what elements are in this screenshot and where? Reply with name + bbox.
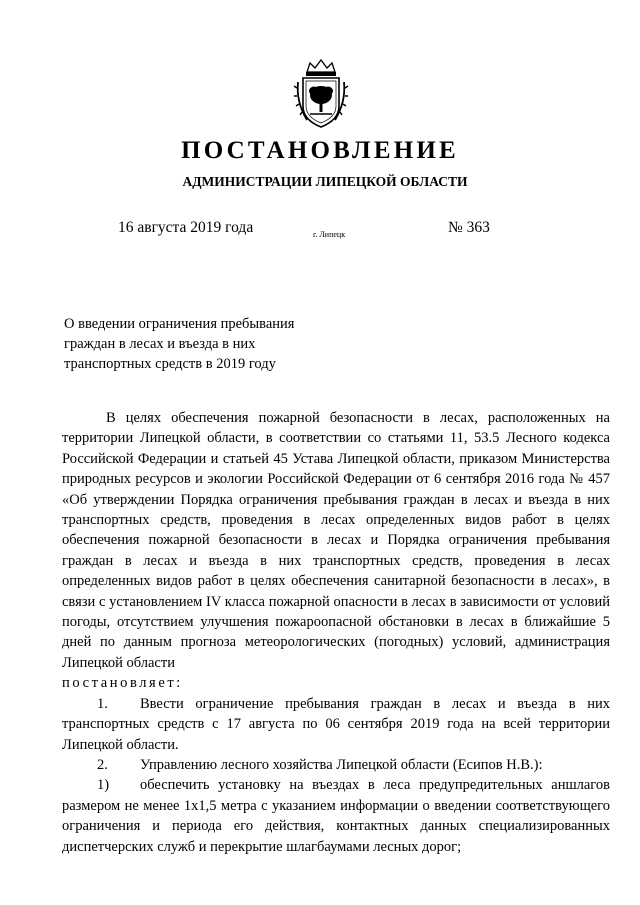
document-number: № 363 bbox=[448, 219, 490, 236]
list-item bbox=[62, 755, 610, 775]
item-number: 1) bbox=[97, 777, 110, 794]
item-number: 1. bbox=[97, 695, 108, 712]
item-text: обеспечить установку на въездах в леса предупредительных аншлагов размером не менее 1х1,5 метра с указанием информации о введении соответствующего ограничения и периода его действия, контактных данных специализированных диспетчерских служб и перекрытие шлагбаумами лесных дорог; bbox=[62, 777, 610, 855]
document-subject bbox=[64, 314, 334, 374]
issuing-authority: АДМИНИСТРАЦИИ ЛИПЕЦКОЙ ОБЛАСТИ bbox=[182, 174, 468, 189]
subject-line: О введении ограничения пребывания bbox=[64, 316, 295, 332]
subject-line: граждан в лесах и въезда в них bbox=[64, 336, 256, 352]
subject-line: транспортных средств в 2019 году bbox=[64, 356, 276, 372]
decree-word: постановляет: bbox=[62, 675, 183, 692]
document-body bbox=[62, 408, 610, 857]
document-date: 16 августа 2019 года bbox=[118, 219, 254, 236]
list-item bbox=[62, 775, 610, 857]
item-text: Ввести ограничение пребывания граждан в лесах и въезда в них транспортных средств с 17 августа по 06 сентября 2019 года на всей территории Липецкой области. bbox=[62, 695, 610, 753]
document-title: ПОСТАНОВЛЕНИЕ bbox=[181, 137, 459, 164]
item-number: 2. bbox=[97, 756, 108, 773]
coat-of-arms-icon bbox=[293, 58, 349, 130]
preamble-paragraph: В целях обеспечения пожарной безопасности в лесах, расположенных на территории Липецкой области, в соответствии со статьями 11, 53.5 Лесного кодекса Российской Федерации и статьей 45 Устава Липецкой области, приказом Министерства природных ресурсов и экологии Российской Федерации от 6 сентября 2016 года № 457 «Об утверждении Порядка ограничения пребывания граждан в лесах и въезда в них транспортных средств, проведения в лесах определенных видов работ в целях обеспечения пожарной безопасности в лесах и Порядка ограничения пребывания граждан в лесах и въезда в них транспортных средств, проведения в лесах определенных видов работ в целях обеспечения санитарной безопасности в лесах», в связи с установлением IV класса пожарной опасности в лесах в зависимости от условий погоды, отсутствием улучшения пожароопасной обстановки в лесах в ближайшие 5 дней по данным прогноза метеорологических (погодных) условий, администрация Липецкой области bbox=[62, 410, 610, 671]
list-item bbox=[62, 694, 610, 755]
item-text: Управлению лесного хозяйства Липецкой области (Есипов Н.В.): bbox=[140, 756, 543, 773]
document-city: г. Липецк bbox=[313, 230, 346, 239]
